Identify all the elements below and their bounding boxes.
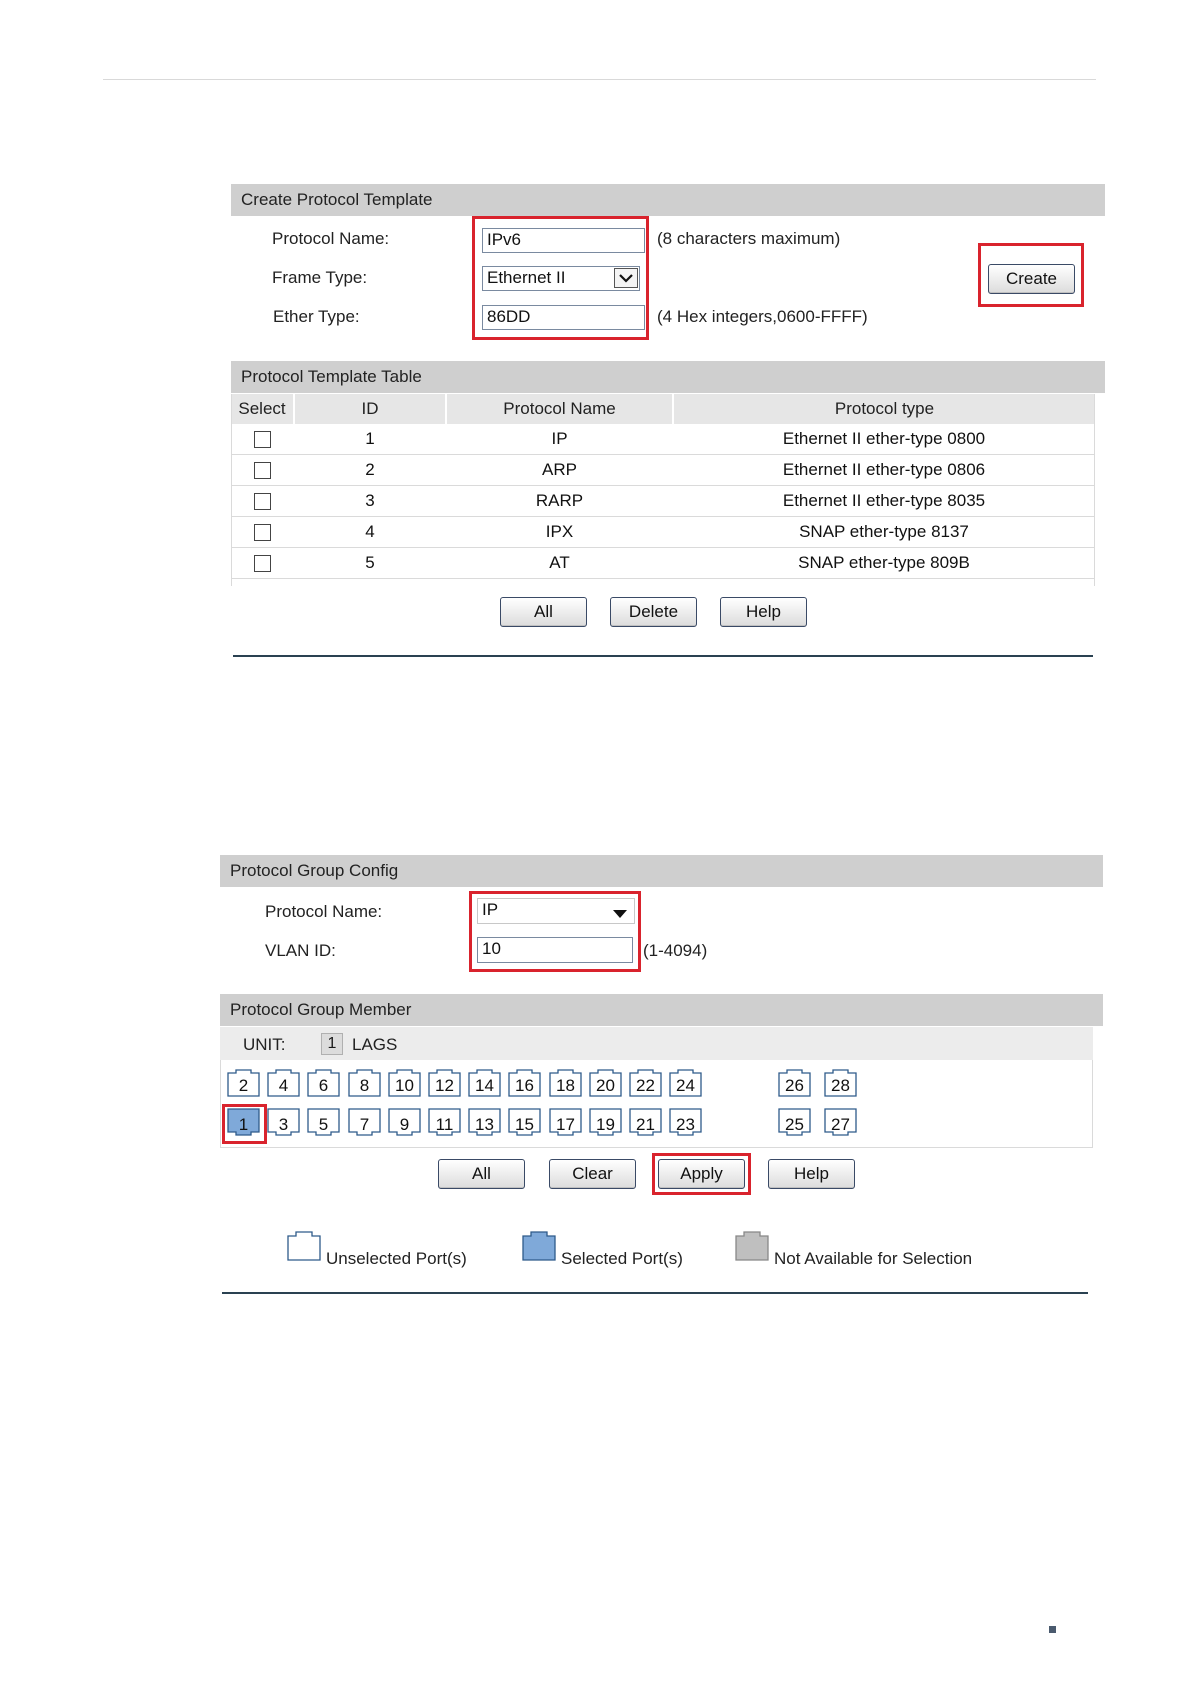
port-22[interactable] [629, 1069, 662, 1097]
port-3[interactable] [267, 1108, 300, 1136]
apply-button-highlight [652, 1153, 751, 1195]
port-18[interactable] [549, 1069, 582, 1097]
row-select-checkbox[interactable] [254, 462, 271, 479]
ether-type-input[interactable]: 86DD [482, 305, 645, 330]
port-label: 18 [556, 1076, 575, 1095]
create-template-header: Create Protocol Template [231, 184, 1105, 216]
port-label: 27 [831, 1115, 850, 1134]
template-table-header: Protocol Template Table [231, 361, 1105, 393]
member-all-button[interactable]: All [438, 1159, 525, 1189]
port-label: 3 [278, 1115, 289, 1134]
port-20[interactable] [589, 1069, 622, 1097]
table-right-border [1094, 394, 1095, 586]
selected-port-highlight [222, 1104, 267, 1144]
table-row [231, 486, 1095, 517]
row-id: 2 [294, 455, 446, 486]
port-19[interactable] [589, 1108, 622, 1136]
port-13[interactable] [468, 1108, 501, 1136]
group-protocol-name-label: Protocol Name: [265, 902, 383, 921]
group-config-highlight [469, 891, 641, 972]
port-8[interactable] [348, 1069, 381, 1097]
port-17[interactable] [549, 1108, 582, 1136]
row-select-checkbox[interactable] [254, 493, 271, 510]
row-select-checkbox[interactable] [254, 555, 271, 572]
frame-type-label: Frame Type: [272, 268, 368, 287]
row-protocol-name: AT [446, 548, 673, 579]
section-separator [233, 655, 1093, 657]
port-11[interactable] [428, 1108, 461, 1136]
member-clear-button[interactable]: Clear [549, 1159, 636, 1189]
group-protocol-name-value: IP [482, 900, 499, 919]
column-header-protocol-type: Protocol type [673, 394, 1095, 424]
row-select-checkbox[interactable] [254, 431, 271, 448]
port-10[interactable] [388, 1069, 421, 1097]
port-label: 2 [238, 1076, 249, 1095]
row-protocol-type: Ethernet II ether-type 8035 [673, 486, 1095, 517]
port-label: 14 [475, 1076, 494, 1095]
member-help-button[interactable]: Help [768, 1159, 855, 1189]
port-23[interactable] [669, 1108, 702, 1136]
ether-type-hint: (4 Hex integers,0600-FFFF) [657, 307, 868, 326]
row-protocol-type: Ethernet II ether-type 0800 [673, 424, 1095, 455]
port-7[interactable] [348, 1108, 381, 1136]
vlan-id-label: VLAN ID: [265, 941, 336, 960]
column-header-select: Select [231, 394, 294, 424]
create-button-highlight [978, 243, 1084, 307]
port-label: 11 [435, 1115, 454, 1134]
page-marker [1049, 1626, 1056, 1633]
legend-not-available-label: Not Available for Selection [774, 1249, 973, 1268]
table-row [231, 455, 1095, 486]
page-top-rule [103, 79, 1096, 80]
row-protocol-name: RARP [446, 486, 673, 517]
row-id: 1 [294, 424, 446, 455]
unit-1-tab[interactable]: 1 [321, 1033, 343, 1055]
row-protocol-type: Ethernet II ether-type 0806 [673, 455, 1095, 486]
port-4[interactable] [267, 1069, 300, 1097]
group-config-header: Protocol Group Config [220, 855, 1103, 887]
unit-bar [220, 1027, 1093, 1060]
port-16[interactable] [508, 1069, 541, 1097]
port-label: 7 [359, 1115, 370, 1134]
port-label: 17 [556, 1115, 575, 1134]
template-help-button[interactable]: Help [720, 597, 807, 627]
table-left-border [231, 394, 232, 586]
port-label: 1 [238, 1115, 249, 1134]
protocol-template-table [231, 394, 1095, 579]
table-row [231, 517, 1095, 548]
port-28[interactable] [824, 1069, 857, 1097]
unselected-port-icon [287, 1231, 321, 1266]
create-button[interactable]: Create [988, 264, 1075, 294]
vlan-id-input[interactable]: 10 [477, 937, 633, 963]
member-apply-button[interactable]: Apply [658, 1159, 745, 1189]
port-label: 25 [785, 1115, 804, 1134]
section-separator [222, 1292, 1088, 1294]
row-protocol-name: IP [446, 424, 673, 455]
row-id: 5 [294, 548, 446, 579]
row-id: 3 [294, 486, 446, 517]
row-protocol-name: ARP [446, 455, 673, 486]
protocol-name-hint: (8 characters maximum) [657, 229, 841, 248]
port-26[interactable] [778, 1069, 811, 1097]
vlan-id-hint: (1-4094) [643, 941, 708, 960]
port-label: 12 [435, 1076, 454, 1095]
row-protocol-type: SNAP ether-type 8137 [673, 517, 1095, 548]
port-label: 19 [596, 1115, 615, 1134]
port-6[interactable] [307, 1069, 340, 1097]
port-label: 6 [318, 1076, 329, 1095]
row-protocol-type: SNAP ether-type 809B [673, 548, 1095, 579]
port-label: 20 [596, 1076, 615, 1095]
port-label: 8 [359, 1076, 370, 1095]
port-label: 22 [636, 1076, 655, 1095]
template-fields-highlight [472, 216, 649, 340]
port-label: 4 [278, 1076, 289, 1095]
unit-label: UNIT: [243, 1035, 286, 1054]
row-select-checkbox[interactable] [254, 524, 271, 541]
column-header-protocol-name: Protocol Name [446, 394, 673, 424]
port-24[interactable] [669, 1069, 702, 1097]
port-14[interactable] [468, 1069, 501, 1097]
lags-tab[interactable]: LAGS [352, 1035, 398, 1054]
table-row [231, 424, 1095, 455]
port-label: 26 [785, 1076, 804, 1095]
port-label: 21 [636, 1115, 655, 1134]
port-27[interactable] [824, 1108, 857, 1136]
selected-port-icon [522, 1231, 556, 1266]
port-2[interactable] [227, 1069, 260, 1097]
port-15[interactable] [508, 1108, 541, 1136]
table-row [231, 548, 1095, 579]
port-label: 10 [395, 1076, 414, 1095]
group-member-header: Protocol Group Member [220, 994, 1103, 1026]
ether-type-label: Ether Type: [273, 307, 360, 326]
legend-selected-label: Selected Port(s) [561, 1249, 683, 1268]
port-5[interactable] [307, 1108, 340, 1136]
row-protocol-name: IPX [446, 517, 673, 548]
template-delete-button[interactable]: Delete [610, 597, 697, 627]
port-21[interactable] [629, 1108, 662, 1136]
port-label: 16 [515, 1076, 534, 1095]
protocol-name-input[interactable]: IPv6 [482, 228, 645, 253]
port-label: 13 [475, 1115, 494, 1134]
port-label: 15 [515, 1115, 534, 1134]
port-label: 24 [676, 1076, 695, 1095]
legend-unselected-label: Unselected Port(s) [326, 1249, 467, 1268]
port-label: 5 [318, 1115, 329, 1134]
port-label: 9 [399, 1115, 410, 1134]
port-label: 23 [676, 1115, 695, 1134]
column-header-id: ID [294, 394, 446, 424]
port-25[interactable] [778, 1108, 811, 1136]
frame-type-value: Ethernet II [487, 268, 566, 287]
protocol-name-label: Protocol Name: [272, 229, 390, 248]
row-id: 4 [294, 517, 446, 548]
port-9[interactable] [388, 1108, 421, 1136]
template-all-button[interactable]: All [500, 597, 587, 627]
unavailable-port-icon [735, 1231, 769, 1266]
port-12[interactable] [428, 1069, 461, 1097]
port-label: 28 [831, 1076, 850, 1095]
